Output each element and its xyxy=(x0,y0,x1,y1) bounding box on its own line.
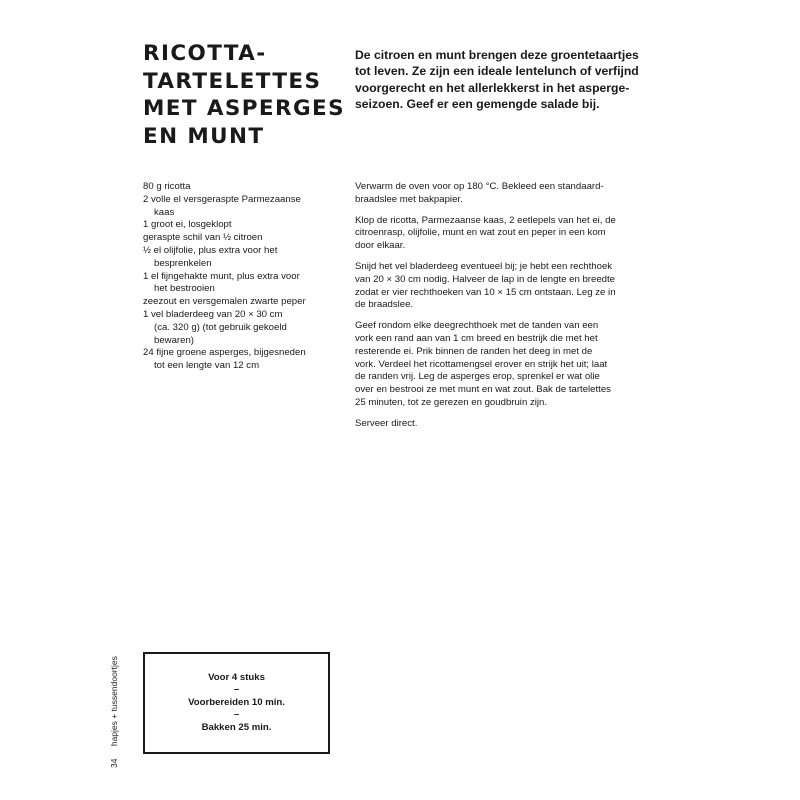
info-separator: – xyxy=(233,709,240,721)
page-sidebar xyxy=(109,656,119,768)
method-step xyxy=(355,215,665,253)
ingredient-item xyxy=(143,194,343,220)
method-line: vork een rand aan van 1 cm breed en bestrijk die met het xyxy=(355,332,598,344)
title-line: RICOTTA- xyxy=(143,41,267,66)
servings-text: Voor 4 stuks xyxy=(208,671,265,683)
method-line: Klop de ricotta, Parmezaanse kaas, 2 eetlepels van het ei, de xyxy=(355,214,616,226)
method-line: resterende ei. Prik binnen de randen het deeg in met de xyxy=(355,345,593,357)
ingredient-item xyxy=(143,181,343,194)
method-line: Geef rondom elke deegrechthoek met de tanden van een xyxy=(355,320,599,332)
method-line: van 20 × 30 cm nodig. Halveer de lap in de lengte en breedte xyxy=(355,273,616,285)
method-line: citroenrasp, olijfolie, munt en wat zout en peper in een kom xyxy=(355,227,606,239)
method-step xyxy=(355,418,665,431)
method-step xyxy=(355,181,665,207)
method-line: vork. Verdeel het ricottamengsel erover en strijk het uit; laat xyxy=(355,358,608,370)
method-line: zodat er vier rechthoeken van 10 × 15 cm ontstaan. Leg ze in xyxy=(355,286,616,298)
method-line: Verwarm de oven voor op 180 °C. Bekleed een standaard- xyxy=(355,181,604,192)
ingredient-line: 80 g ricotta xyxy=(143,181,191,192)
ingredient-item xyxy=(143,245,343,271)
ingredient-line: 1 groot ei, losgeklopt xyxy=(143,219,232,231)
method-line: Serveer direct. xyxy=(355,417,418,429)
intro-line: De citroen en munt brengen deze groentetaartjes xyxy=(355,48,639,62)
method-line: de braadslee. xyxy=(355,299,414,311)
recipe-title xyxy=(143,40,343,150)
ingredient-line: kaas xyxy=(154,206,175,218)
ingredient-item xyxy=(143,232,343,245)
method-step xyxy=(355,320,665,410)
ingredient-line: tot een lengte van 12 cm xyxy=(154,360,260,372)
section-label: hapjes + tussendoortjes xyxy=(109,656,119,747)
ingredient-item xyxy=(143,219,343,232)
ingredient-line: ½ el olijfolie, plus extra voor het xyxy=(143,244,278,256)
method-step xyxy=(355,261,665,312)
ingredient-item xyxy=(143,309,343,347)
ingredient-line: 24 fijne groene asperges, bijgesneden xyxy=(143,347,306,359)
ingredient-line: 2 volle el versgeraspte Parmezaanse xyxy=(143,193,301,205)
title-line: TARTELETTES xyxy=(143,68,322,94)
method-line: de randen vrij. Leg de asperges erop, sprenkel er wat olie xyxy=(355,371,600,383)
method-line: door elkaar. xyxy=(355,240,406,252)
ingredient-line: het bestrooien xyxy=(154,283,215,295)
intro-line: seizoen. Geef er een gemengde salade bij. xyxy=(355,96,600,111)
ingredient-line: 1 vel bladerdeeg van 20 × 30 cm xyxy=(143,308,283,320)
ingredient-line: (ca. 320 g) (tot gebruik gekoeld xyxy=(154,321,287,333)
title-line: EN MUNT xyxy=(143,123,265,149)
ingredient-list xyxy=(143,181,343,373)
ingredient-line: besprenkelen xyxy=(154,257,212,269)
recipe-intro xyxy=(355,47,665,112)
method-line: braadslee met bakpapier. xyxy=(355,193,463,205)
ingredient-line: geraspte schil van ½ citroen xyxy=(143,232,263,244)
ingredient-line: 1 el fijngehakte munt, plus extra voor xyxy=(143,270,300,282)
method-steps xyxy=(355,181,665,439)
method-line: Snijd het vel bladerdeeg eventueel bij; je hebt een rechthoek xyxy=(355,260,613,272)
ingredient-item xyxy=(143,347,343,373)
method-line: over en bestrooi ze met munt en wat zout. Bak de tartelettes xyxy=(355,384,611,396)
method-line: 25 minuten, tot ze gerezen en goudbruin zijn. xyxy=(355,396,548,408)
recipe-info-box xyxy=(143,652,330,754)
prep-time-text: Voorbereiden 10 min. xyxy=(188,696,285,708)
intro-line: tot leven. Ze zijn een ideale lentelunch of verfijnd xyxy=(355,64,639,79)
ingredient-item xyxy=(143,271,343,297)
ingredient-line: bewaren) xyxy=(154,334,194,346)
page-number: 34 xyxy=(109,758,119,768)
ingredient-line: zeezout en versgemalen zwarte peper xyxy=(143,296,306,308)
intro-line: voorgerecht en het allerlekkerst in het asperge- xyxy=(355,80,630,95)
ingredient-item xyxy=(143,296,343,309)
bake-time-text: Bakken 25 min. xyxy=(201,721,272,733)
title-line: MET ASPERGES xyxy=(143,96,345,121)
info-separator: – xyxy=(233,684,240,696)
